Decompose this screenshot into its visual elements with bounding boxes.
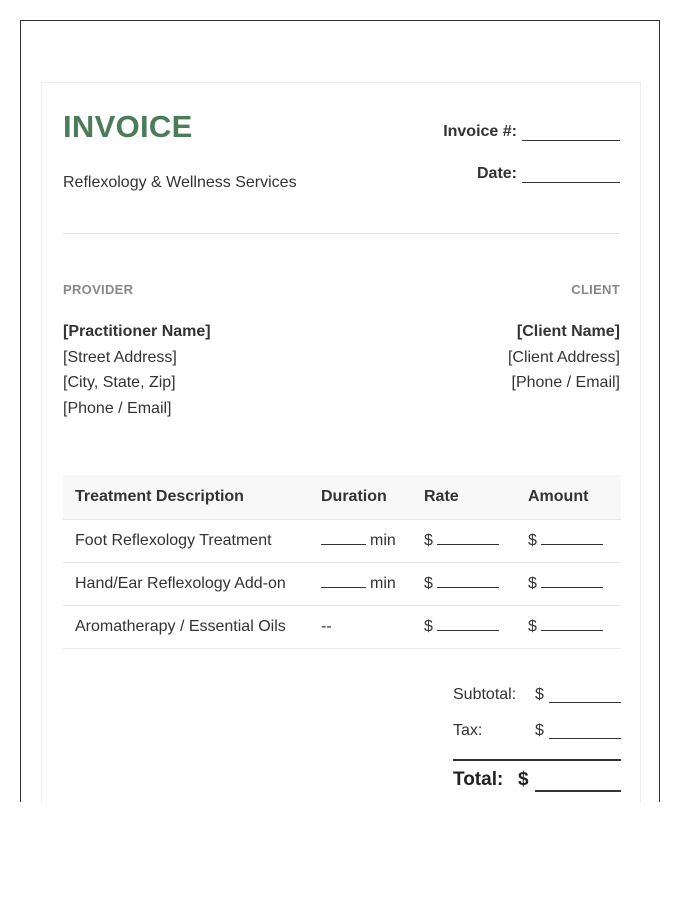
tax-blank [549,724,621,739]
row-description: Foot Reflexology Treatment [63,520,309,563]
total-label: Total: [453,769,504,790]
line-items-table [63,475,621,649]
row-duration [309,520,412,563]
provider-name: [Practitioner Name] [63,323,211,340]
amount-currency: $ [528,575,537,592]
table-row [63,520,621,563]
rate-currency: $ [424,575,433,592]
table-row [63,563,621,606]
row-rate [412,563,516,606]
invoice-sheet [41,82,641,803]
row-amount [516,606,621,649]
total-currency: $ [518,769,529,790]
table-row [63,606,621,649]
rate-currency: $ [424,532,433,549]
row-description: Hand/Ear Reflexology Add-on [63,563,309,606]
rate-blank [437,618,499,631]
provider-heading: PROVIDER [63,282,134,297]
rate-blank [437,575,499,588]
client-details [508,319,620,396]
amount-currency: $ [528,618,537,635]
duration-blank [321,532,366,545]
duration-unit: min [370,532,396,549]
rate-currency: $ [424,618,433,635]
subtotal-currency: $ [535,686,544,703]
header-description: Treatment Description [63,475,309,520]
provider-details [63,319,211,421]
duration-blank [321,575,366,588]
client-address: [Client Address] [507,348,620,366]
tax-currency: $ [535,722,544,739]
invoice-number-blank [522,126,620,141]
client-heading: CLIENT [571,282,620,297]
invoice-date-label: Date: [476,165,517,182]
provider-street: [Street Address] [63,348,177,366]
subtotal-label: Subtotal: [453,686,517,703]
header-divider [63,233,620,234]
client-name: [Client Name] [516,323,620,340]
page-frame [20,20,660,802]
business-subtitle: Reflexology & Wellness Services [63,174,297,191]
row-amount [516,563,621,606]
invoice-number-label: Invoice #: [443,123,517,140]
row-duration: -- [309,606,412,649]
row-rate [412,606,516,649]
rate-blank [437,532,499,545]
invoice-title: INVOICE [63,109,193,144]
amount-currency: $ [528,532,537,549]
header-rate: Rate [412,475,516,520]
row-amount [516,520,621,563]
subtotal-blank [549,688,621,703]
row-description: Aromatherapy / Essential Oils [63,606,309,649]
total-rule [453,759,621,761]
tax-label: Tax: [453,722,483,739]
row-duration [309,563,412,606]
amount-blank [541,618,603,631]
invoice-date-blank [522,168,620,183]
amount-blank [541,575,603,588]
invoice-number-field [443,123,620,141]
table-header-row [63,475,621,520]
client-contact: [Phone / Email] [511,374,620,392]
amount-blank [541,532,603,545]
row-rate [412,520,516,563]
header-duration: Duration [309,475,412,520]
duration-unit: min [370,575,396,592]
total-blank [535,772,621,792]
invoice-date-field [477,165,620,183]
provider-contact: [Phone / Email] [63,399,172,417]
provider-city: [City, State, Zip] [63,374,176,392]
header-amount: Amount [516,475,621,520]
